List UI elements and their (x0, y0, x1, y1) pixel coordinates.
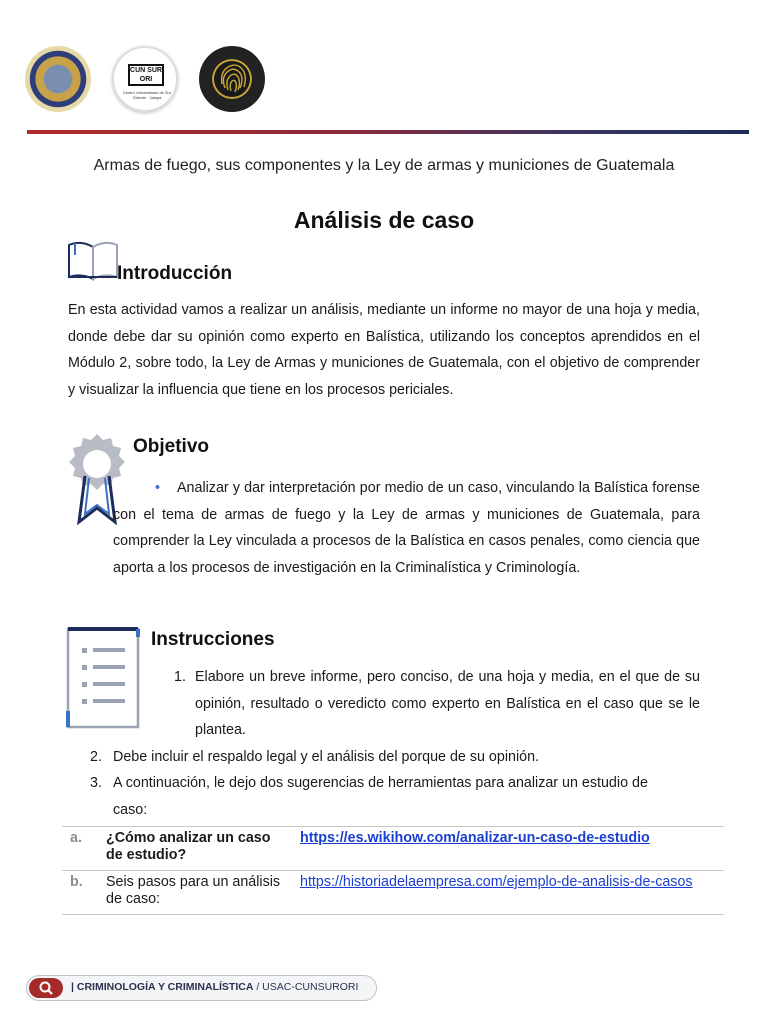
open-book-icon (66, 239, 120, 283)
instruction-number-1: 1. (174, 669, 186, 685)
footer-label: | CRIMINOLOGÍA Y CRIMINALÍSTICA / USAC-CUNSURORI (71, 981, 359, 993)
row-letter: a. (62, 827, 98, 871)
cunsurori-logo (112, 46, 178, 112)
footer-icon-pill (29, 978, 63, 998)
row-letter: b. (62, 871, 98, 915)
section-heading-objetivo: Objetivo (133, 436, 210, 457)
instruction-item-2: Debe incluir el respaldo legal y el análisis del porque de su opinión. (113, 749, 539, 765)
footer-badge (26, 975, 377, 1001)
cunsurori-logo-box: CUN SUR ORI (128, 64, 164, 86)
table-row (62, 827, 724, 871)
criminology-fingerprint-logo (199, 46, 265, 112)
checklist-icon (66, 627, 140, 729)
fingerprint-icon (199, 46, 265, 112)
wikihow-link[interactable]: https://es.wikihow.com/analizar-un-caso-de-estudio (300, 830, 650, 846)
footer-label-bold: CRIMINOLOGÍA Y CRIMINALÍSTICA (76, 981, 254, 993)
instruction-item-3: A continuación, le dejo dos sugerencias de herramientas para analizar un estudio de caso: (113, 775, 648, 818)
footer-label-rest: / USAC-CUNSURORI (253, 981, 359, 993)
section-heading-introduccion: Introducción (117, 263, 233, 284)
document-subtitle: Armas de fuego, sus componentes y la Ley de armas y municiones de Guatemala (93, 157, 675, 174)
header-divider (27, 130, 749, 134)
row-link-cell (292, 871, 724, 915)
row-question: ¿Cómo analizar un caso de estudio? (98, 827, 292, 871)
intro-paragraph: En esta actividad vamos a realizar un análisis, mediante un informe no mayor de una hoja y media, donde debe dar su opinión como experto en Balística, utilizando los conceptos aprendidos en el Módulo 2, sobre todo, la Ley de Armas y municiones de Guatemala, con el objetivo de comprender y visualizar la influencia que tiene en los procesos periciales. (68, 302, 700, 398)
objective-paragraph: Analizar y dar interpretación por medio de un caso, vinculando la Balística forense con el tema de armas de fuego y la Ley de armas y municiones de Guatemala, para comprender la Ley vinculada a procesos de la Balística en casos penales, como ciencia que aporta a los procesos de investigación en la Criminalística y Criminología. (113, 480, 700, 576)
instruction-number-2: 2. (90, 749, 102, 765)
historiadelaempresa-link[interactable]: https://historiadelaempresa.com/ejemplo-de-analisis-de-casos (300, 874, 693, 890)
row-link-cell (292, 827, 724, 871)
instruction-number-3: 3. (90, 775, 102, 791)
search-icon (29, 978, 63, 998)
suggestions-table (62, 826, 724, 915)
table-row (62, 871, 724, 915)
objective-bullet: • (155, 480, 161, 496)
instruction-item-1: Elabore un breve informe, pero conciso, de una hoja y media, en el que de su opinión, resultado o veredicto como experto en Balística en el caso que se le plantea. (195, 669, 700, 738)
section-heading-instrucciones: Instrucciones (151, 629, 275, 650)
page-title: Análisis de caso (293, 207, 475, 233)
cunsurori-logo-caption: Centro Universitario de Sur Oriente · Jalapa (122, 90, 172, 100)
university-crest-logo (25, 46, 91, 112)
row-question: Seis pasos para un análisis de caso: (98, 871, 292, 915)
